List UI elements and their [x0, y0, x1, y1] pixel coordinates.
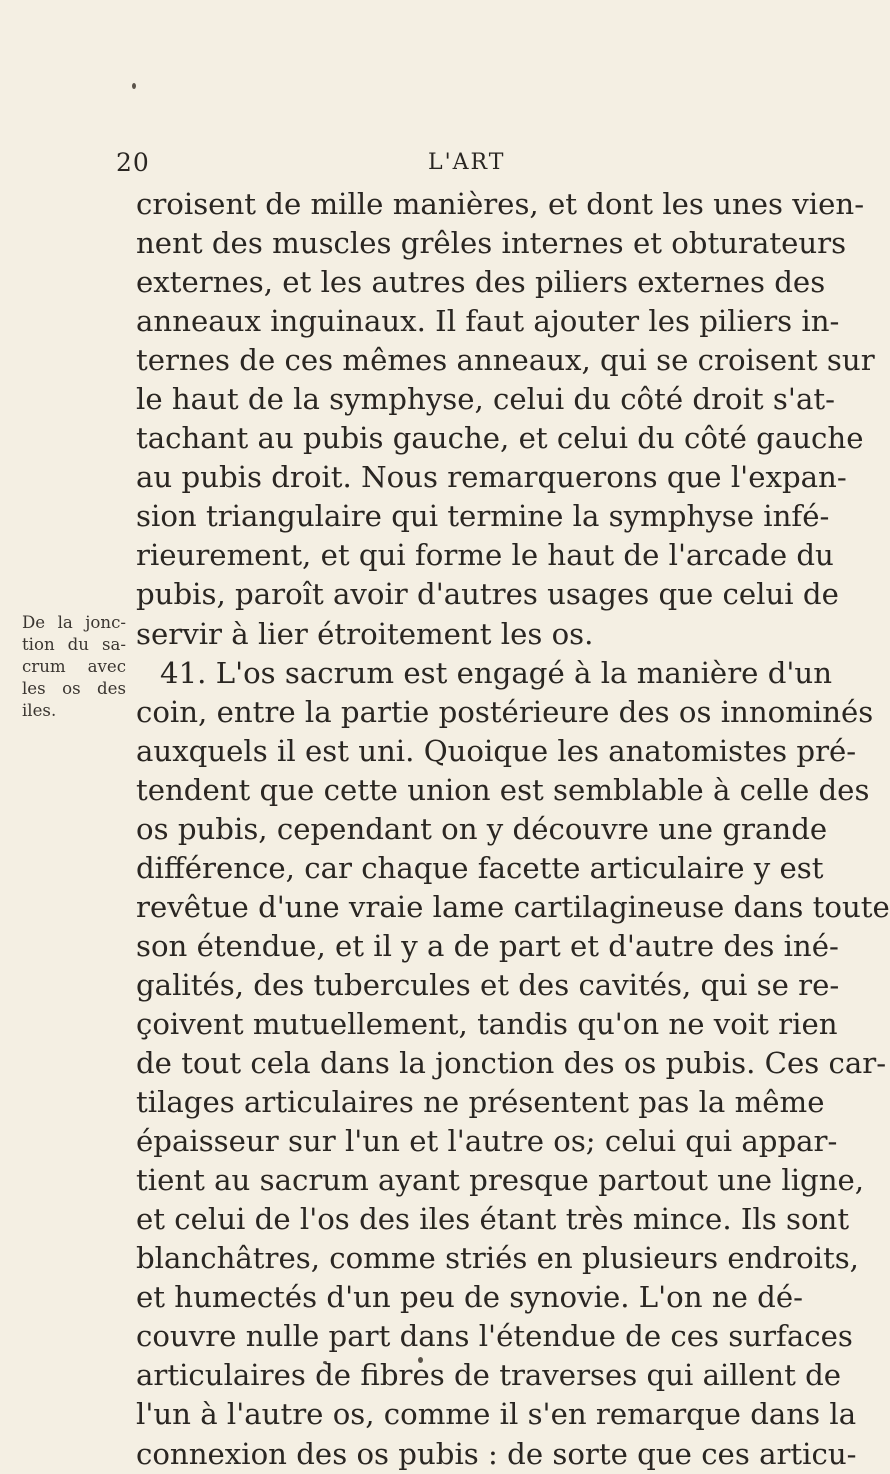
running-head: L'ART	[428, 150, 506, 175]
margin-note-line: iles.	[22, 701, 57, 720]
text-line: différence, car chaque facette articulaire y est	[136, 850, 824, 885]
margin-note	[22, 612, 126, 722]
text-line: tient au sacrum ayant presque partout une ligne,	[136, 1163, 865, 1198]
text-line: son étendue, et il y a de part et d'autre des iné-	[136, 928, 839, 963]
text-line: nent des muscles grêles internes et obturateurs	[136, 226, 847, 261]
text-line: auxquels il est uni. Quoique les anatomistes pré-	[136, 733, 857, 768]
text-line: tilages articulaires ne présentent pas la même	[136, 1085, 825, 1120]
paragraph-start-line: 41. L'os sacrum est engagé à la manière d'un	[160, 655, 832, 690]
text-line: articulaires de fibres de traverses qui aillent de	[136, 1358, 842, 1393]
text-line: l'un à l'autre os, comme il s'en remarque dans la	[136, 1397, 857, 1432]
text-line: épaisseur sur l'un et l'autre os; celui qui appar-	[136, 1124, 838, 1159]
page-header	[110, 148, 770, 182]
text-line: os pubis, cependant on y découvre une grande	[136, 811, 828, 846]
body-text	[136, 185, 890, 1474]
margin-note-line: De la jonc-	[22, 613, 126, 632]
text-line: servir à lier étroitement les os.	[136, 616, 594, 651]
page-number: 20	[116, 148, 150, 177]
text-line: rieurement, et qui forme le haut de l'arcade du	[136, 538, 834, 573]
text-line: couvre nulle part dans l'étendue de ces surfaces	[136, 1319, 853, 1354]
text-line: coin, entre la partie postérieure des os innominés	[136, 694, 874, 729]
text-line: de tout cela dans la jonction des os pubis. Ces car-	[136, 1046, 887, 1081]
text-line: sion triangulaire qui termine la symphyse infé-	[136, 499, 830, 534]
text-line: au pubis droit. Nous remarquerons que l'expan-	[136, 460, 847, 495]
text-line: externes, et les autres des piliers externes des	[136, 265, 826, 300]
text-line: blanchâtres, comme striés en plusieurs endroits,	[136, 1241, 859, 1276]
text-line: le haut de la symphyse, celui du côté droit s'at-	[136, 382, 835, 417]
text-line: pubis, paroît avoir d'autres usages que celui de	[136, 577, 839, 612]
margin-note-line: crum avec	[22, 657, 126, 676]
text-line: revêtue d'une vraie lame cartilagineuse dans toute	[136, 889, 890, 924]
text-line: anneaux inguinaux. Il faut ajouter les piliers in-	[136, 304, 840, 339]
ink-speck	[132, 83, 136, 89]
text-line: et humectés d'un peu de synovie. L'on ne dé-	[136, 1280, 803, 1315]
text-line: ternes de ces mêmes anneaux, qui se croisent sur	[136, 343, 875, 378]
text-line: connexion des os pubis : de sorte que ces articu-	[136, 1436, 857, 1471]
text-line: croisent de mille manières, et dont les unes vien-	[136, 187, 865, 221]
margin-note-line: les os des	[22, 679, 126, 698]
margin-note-line: tion du sa-	[22, 635, 126, 654]
text-line: çoivent mutuellement, tandis qu'on ne voit rien	[136, 1006, 838, 1041]
text-line: galités, des tubercules et des cavités, qui se re-	[136, 967, 840, 1002]
text-line: et celui de l'os des iles étant très mince. Ils sont	[136, 1202, 850, 1237]
text-line: tachant au pubis gauche, et celui du côté gauche	[136, 421, 864, 456]
text-line: tendent que cette union est semblable à celle des	[136, 772, 870, 807]
